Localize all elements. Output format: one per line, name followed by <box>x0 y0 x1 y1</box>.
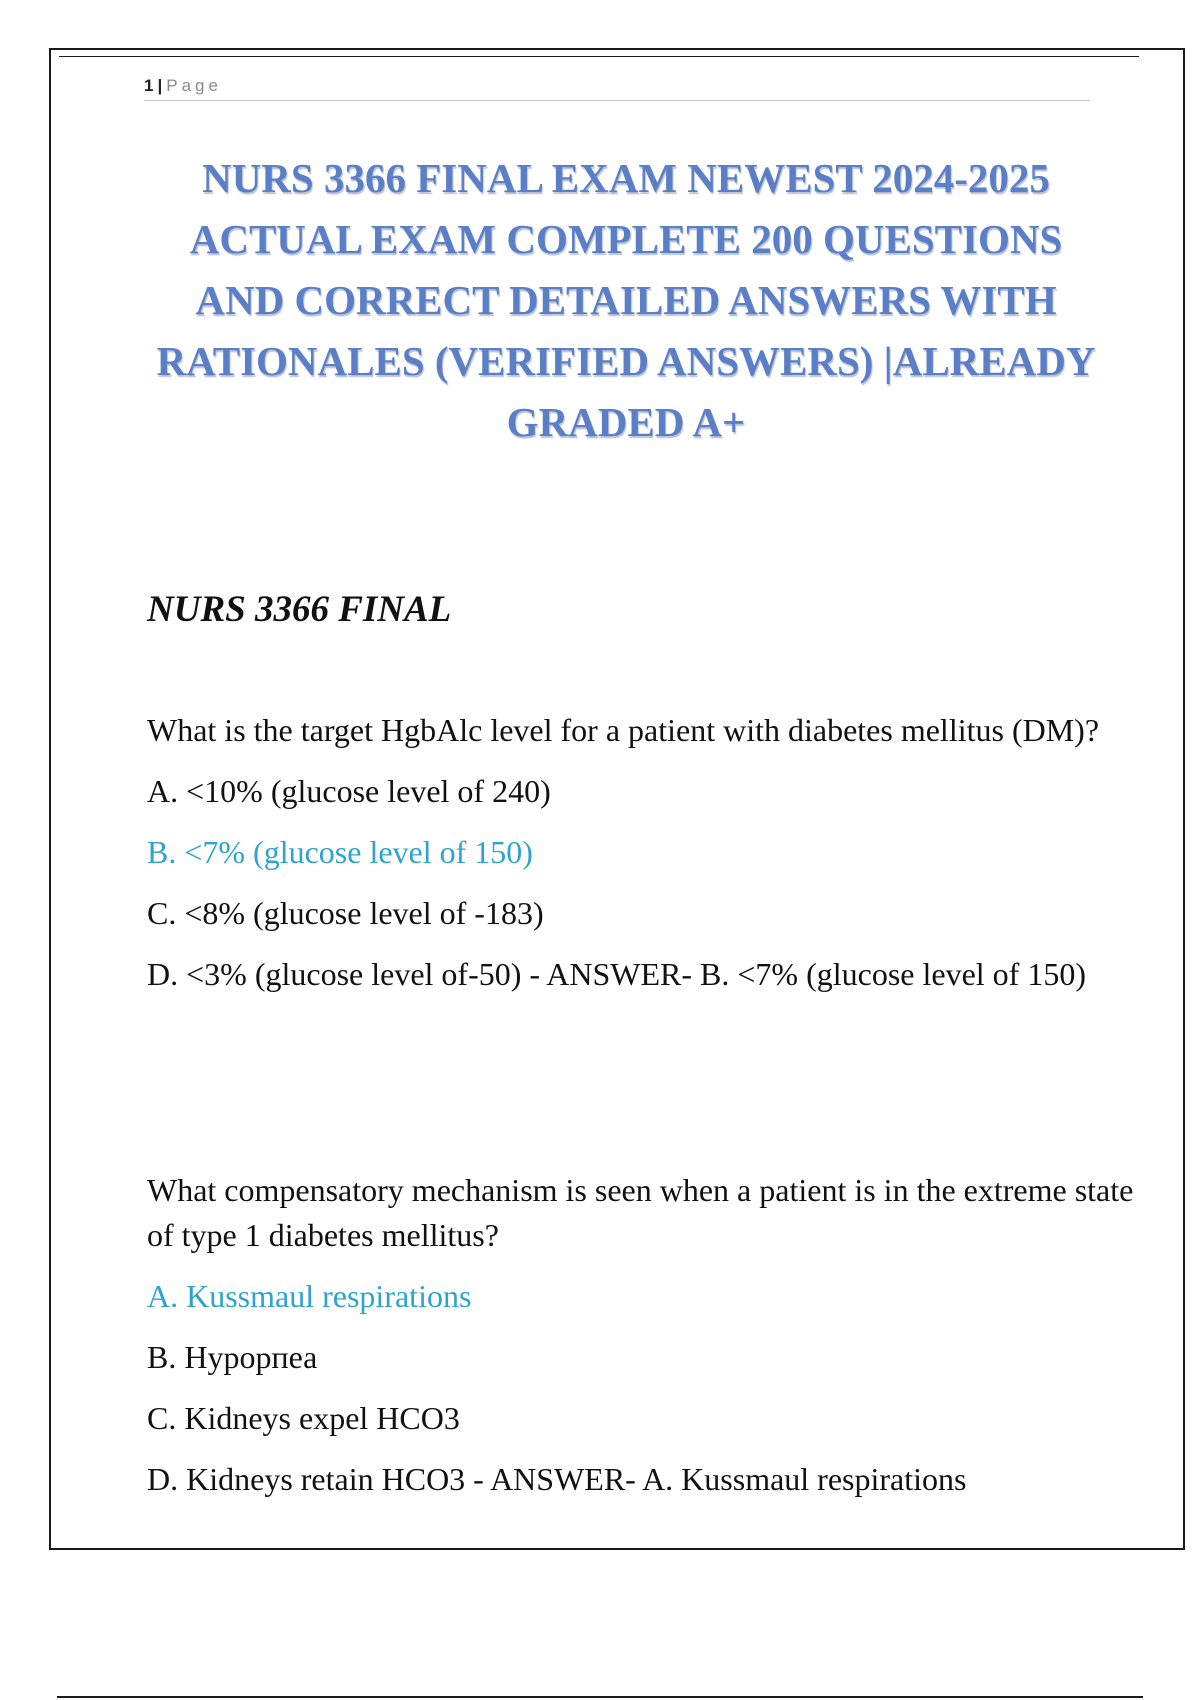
question-block <box>147 1168 1137 1502</box>
question-block <box>147 708 1137 997</box>
option-c: C. <8% (glucose level of -183) <box>147 895 544 931</box>
question-text: What is the target HgbAlc level for a patient with diabetes mellitus (DM)? <box>147 712 1100 748</box>
bottom-rule <box>57 1696 1143 1698</box>
page-number: 1 <box>144 76 154 95</box>
question-text: What compensatory mechanism is seen when a patient is in the extreme state of type 1 diabetes mellitus? <box>147 1172 1134 1253</box>
frame-top-rule <box>59 56 1139 57</box>
page-separator: | <box>157 76 163 95</box>
page-frame <box>49 48 1185 1550</box>
document-title: NURS 3366 FINAL EXAM NEWEST 2024-2025 ACTUAL EXAM COMPLETE 200 QUESTIONS AND CORRECT DETAILED ANSWERS WITH RATIONALES (VERIFIED ANSWERS) |ALREADY GRADED A+ <box>156 155 1096 445</box>
section-heading: NURS 3366 FINAL <box>147 589 452 630</box>
option-a-correct: A. Kussmaul respirations <box>147 1278 472 1314</box>
page-header <box>144 74 1090 101</box>
option-d-with-answer: D. Kidneys retain HCO3 - ANSWER- A. Kussmaul respirations <box>147 1461 967 1497</box>
option-b-correct: B. <7% (glucose level of 150) <box>147 834 533 870</box>
option-b: B. Нурорпеа <box>147 1339 318 1375</box>
option-d-with-answer: D. <3% (glucose level of-50) - ANSWER- B. <7% (glucose level of 150) <box>147 956 1086 992</box>
option-c: C. Kidneys expel HCO3 <box>147 1400 460 1436</box>
option-a: A. <10% (glucose level of 240) <box>147 773 551 809</box>
page-label: Page <box>166 76 222 95</box>
